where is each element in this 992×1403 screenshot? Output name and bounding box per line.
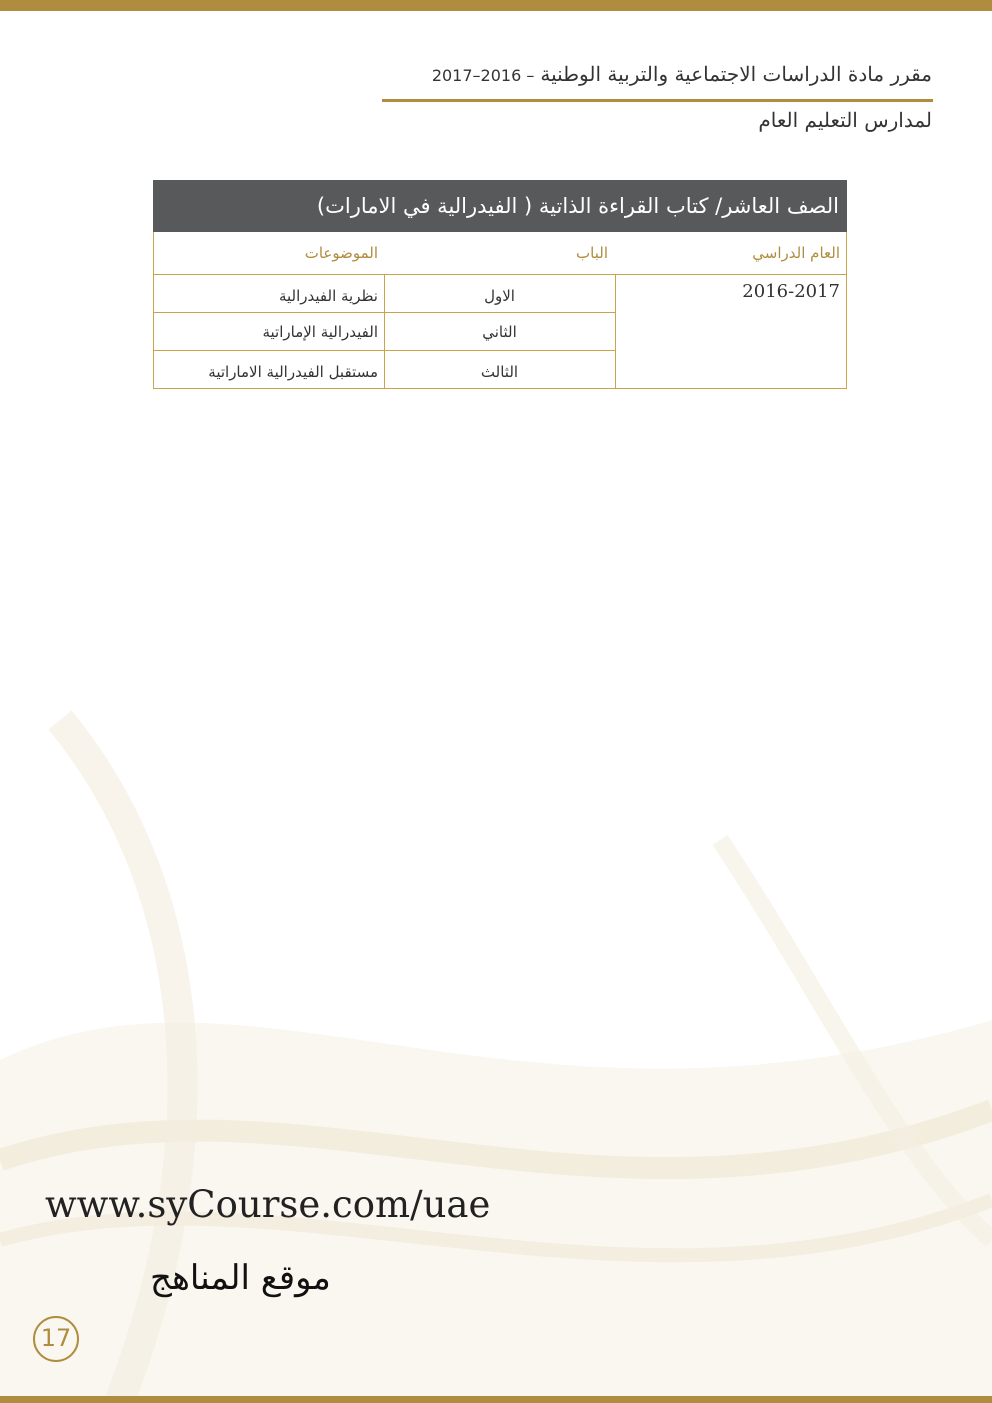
column-header-chapter: الباب — [576, 244, 608, 262]
site-name: موقع المناهج — [150, 1258, 331, 1298]
year-cell — [615, 275, 847, 389]
column-header-row — [153, 232, 847, 275]
topic-cell: الفيدرالية الإماراتية — [262, 323, 378, 341]
chapter-cell: الثاني — [482, 323, 517, 341]
chapter-cell: الثالث — [480, 363, 519, 381]
column-header-topics: الموضوعات — [304, 244, 378, 262]
table-row — [153, 275, 385, 313]
site-url: www.syCourse.com/uae — [45, 1183, 491, 1226]
table-row — [384, 351, 615, 389]
page-number-badge: 17 — [33, 1316, 79, 1362]
bottom-gold-bar — [0, 1396, 992, 1403]
header-subtitle: لمدارس التعليم العام — [758, 108, 932, 132]
year-value: 2016-2017 — [742, 281, 840, 302]
header-years: – 2016–2017 — [431, 66, 535, 85]
table-row — [384, 275, 615, 313]
table-row — [153, 313, 385, 351]
table-row — [384, 313, 615, 351]
top-gold-bar — [0, 0, 992, 11]
table-title: الصف العاشر/ كتاب القراءة الذاتية ( الفيدرالية في الامارات) — [153, 180, 847, 232]
header-divider — [382, 99, 933, 102]
background-wave-decoration — [0, 640, 992, 1400]
curriculum-table — [153, 180, 847, 389]
topic-cell: مستقبل الفيدرالية الاماراتية — [208, 363, 378, 381]
table-row — [153, 351, 385, 389]
header-title: مقرر مادة الدراسات الاجتماعية والتربية الوطنية– 2016–2017 — [431, 62, 932, 86]
topic-cell: نظرية الفيدرالية — [278, 287, 378, 305]
chapter-cell: الاول — [484, 287, 515, 305]
table-grid — [153, 232, 847, 389]
column-header-year: العام الدراسي — [752, 244, 840, 262]
